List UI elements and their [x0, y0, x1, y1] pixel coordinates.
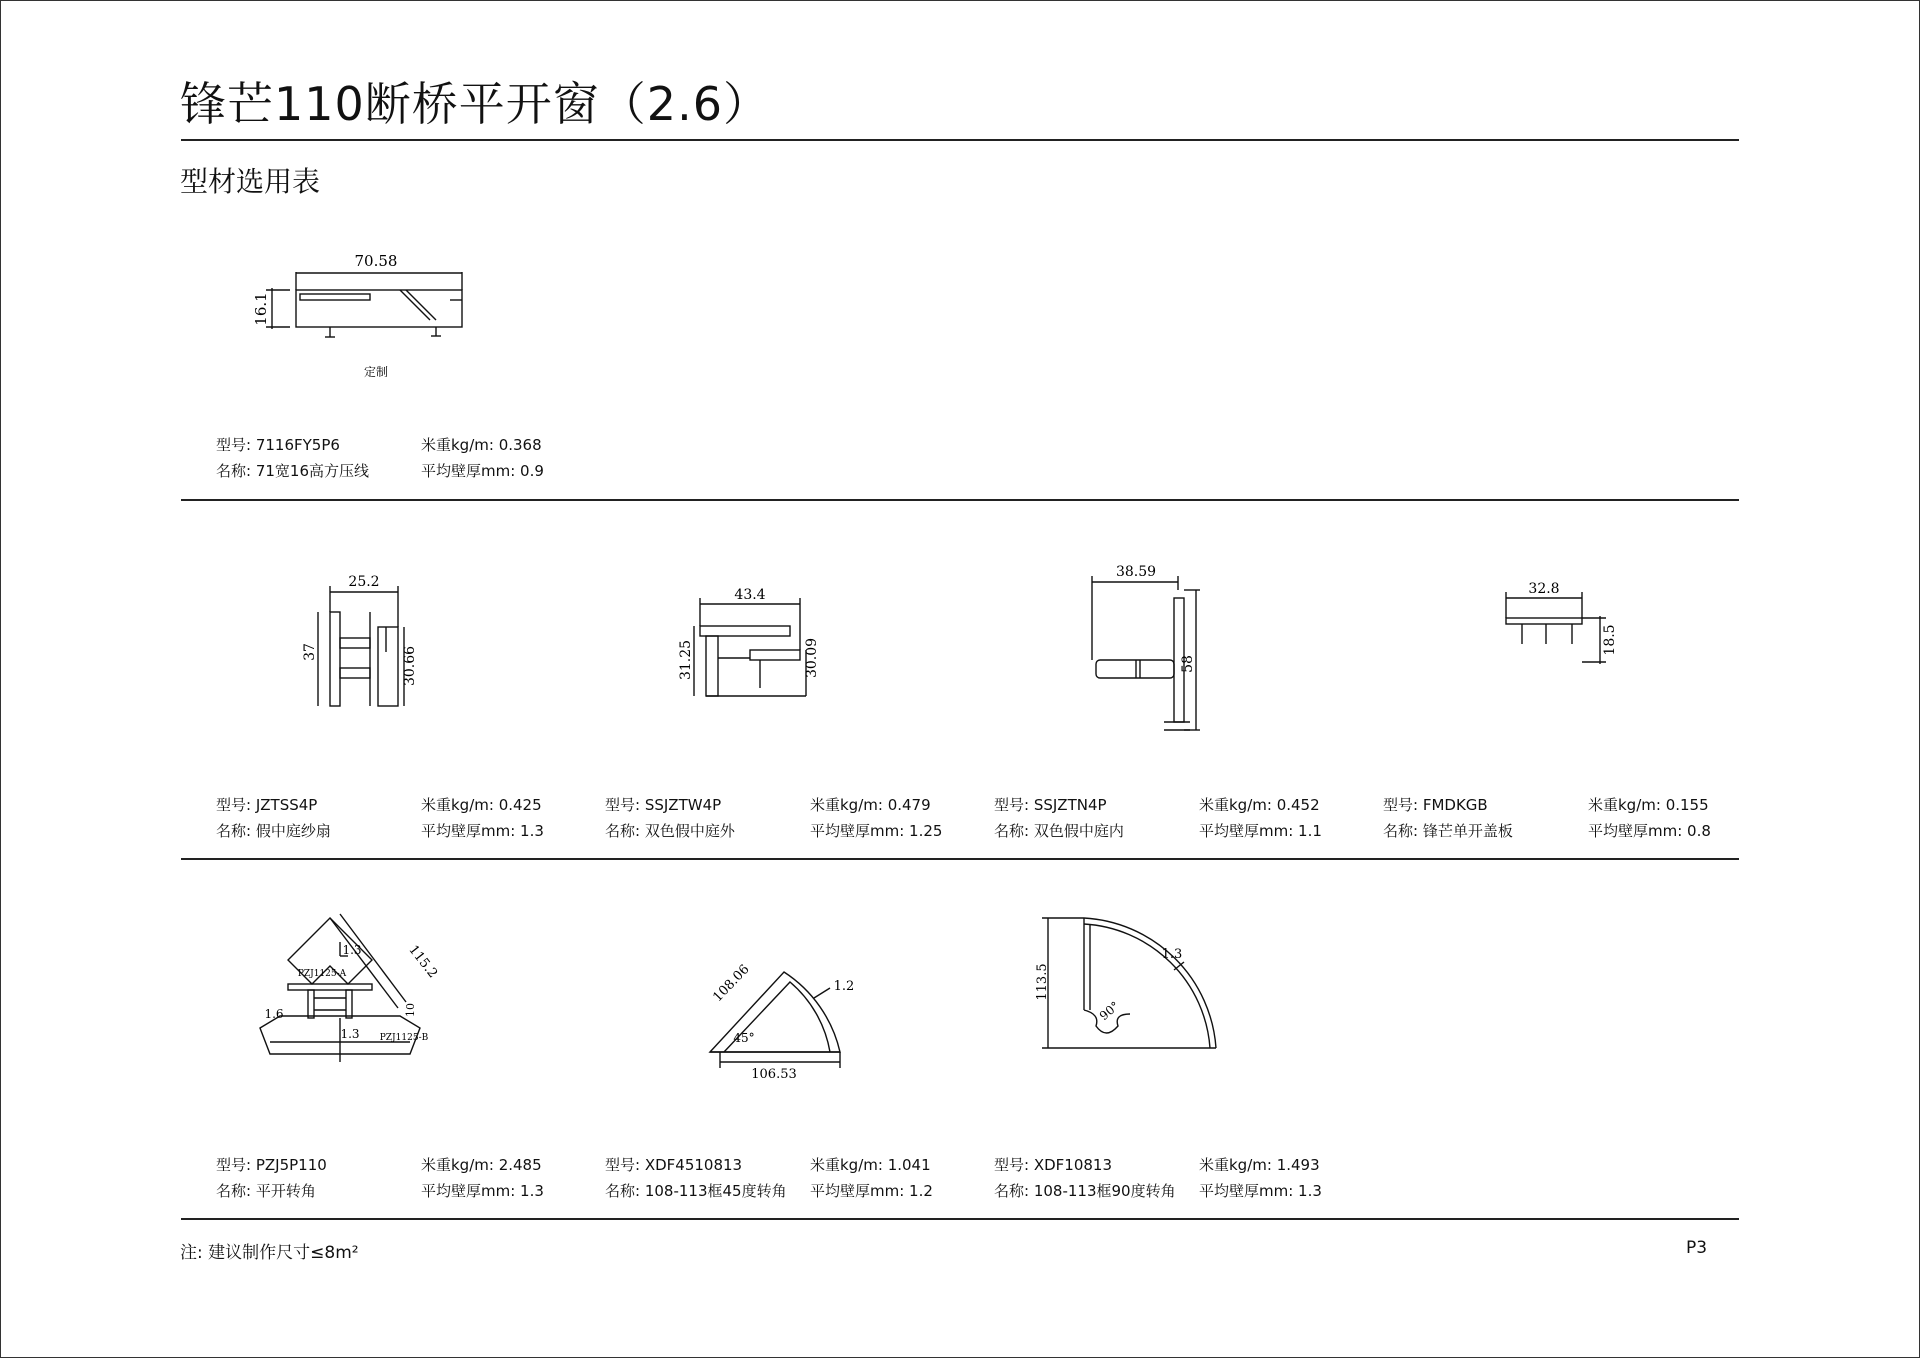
dim-width-label: 25.2 — [348, 574, 380, 590]
profile-weight: 0.155 — [1665, 796, 1709, 814]
profile-model: XDF4510813 — [644, 1156, 743, 1174]
profile-drawing-XDF10813 — [1034, 910, 1234, 1060]
profile-model: PZJ5P110 — [255, 1156, 327, 1174]
profile-weight: 0.479 — [887, 796, 931, 814]
dim-width-label: 38.59 — [1115, 564, 1157, 580]
profile-drawing-XDF4510813 — [690, 930, 860, 1080]
footer-note: 注: 建议制作尺寸≤8m² — [180, 1243, 359, 1263]
profile-drawing-SSJZTN4P — [1080, 560, 1220, 740]
profile-name: 108-113框90度转角 — [1033, 1182, 1176, 1200]
profile-weight: 2.485 — [498, 1156, 542, 1174]
profile-thickness: 0.8 — [1687, 822, 1711, 840]
profile-info-PZJ5P110: 型号: PZJ5P110 米重kg/m: 2.485 名称: 平开转角 平均壁厚mm: 1.3 — [216, 1156, 544, 1200]
drawing-caption: 定制 — [363, 365, 389, 379]
dim-inner-height-label: 30.66 — [402, 645, 418, 687]
dim-angle-label: 45° — [733, 1031, 755, 1045]
dim-width-label: 106.53 — [751, 1067, 797, 1082]
profile-info-FMDKGB: 型号: FMDKGB 米重kg/m: 0.155 名称: 锋芒单开盖板 平均壁厚mm: 0.8 — [1383, 796, 1711, 840]
row-divider-1 — [181, 499, 1739, 501]
section-title: 型材选用表 — [180, 165, 321, 198]
part-label-a: PZJ1125-A — [297, 969, 347, 979]
profile-info-SSJZTW4P: 型号: SSJZTW4P 米重kg/m: 0.479 名称: 双色假中庭外 平均壁厚mm: 1.25 — [605, 796, 943, 840]
dim-wall-label: 1.2 — [833, 979, 855, 994]
dim-height-label: 16.1 — [252, 292, 270, 326]
page-title: 锋芒110断桥平开窗（2.6） — [180, 77, 770, 131]
profile-model: XDF10813 — [1033, 1156, 1112, 1174]
dim-width-label: 43.4 — [734, 587, 766, 603]
profile-weight: 0.425 — [498, 796, 542, 814]
profile-weight: 1.041 — [887, 1156, 931, 1174]
profile-thickness: 1.3 — [520, 822, 544, 840]
profile-drawing-PZJ5P110 — [260, 912, 520, 1072]
profile-drawing-FMDKGB — [1500, 578, 1630, 668]
page-number: P3 — [1686, 1238, 1708, 1258]
profile-thickness: 1.2 — [909, 1182, 933, 1200]
dim-length-label: 115.2 — [405, 942, 441, 982]
profile-drawing-7116FY5P6 — [250, 250, 480, 380]
row-divider-3 — [181, 1218, 1739, 1220]
profile-thickness: 1.25 — [909, 822, 943, 840]
profile-name: 平开转角 — [255, 1182, 316, 1200]
profile-model: SSJZTN4P — [1033, 796, 1107, 814]
dim-wall-label: 1.3 — [340, 1027, 360, 1041]
profile-drawing-JZTSS4P — [300, 572, 430, 712]
profile-thickness: 1.1 — [1298, 822, 1322, 840]
dim-gap-label: 10 — [404, 1003, 417, 1017]
part-label-b: PZJ1125-B — [379, 1033, 429, 1043]
profile-drawing-SSJZTW4P — [676, 588, 826, 708]
row-divider-2 — [181, 858, 1739, 860]
dim-height-label: 58 — [1180, 655, 1196, 673]
dim-height-label: 31.25 — [678, 639, 694, 681]
profile-weight: 0.368 — [498, 436, 542, 454]
profile-name: 假中庭纱扇 — [255, 822, 331, 840]
profile-info-SSJZTN4P: 型号: SSJZTN4P 米重kg/m: 0.452 名称: 双色假中庭内 平均壁厚mm: 1.1 — [994, 796, 1322, 840]
profile-thickness: 0.9 — [520, 462, 544, 480]
profile-model: JZTSS4P — [255, 796, 318, 814]
dim-length-label: 108.06 — [710, 961, 753, 1006]
dim-angle-label: 90° — [1096, 998, 1123, 1024]
dim-wall-label: 1.6 — [264, 1007, 284, 1021]
dim-height-label: 18.5 — [1602, 624, 1618, 656]
dim-width-label: 32.8 — [1528, 581, 1560, 597]
profile-info-JZTSS4P: 型号: JZTSS4P 米重kg/m: 0.425 名称: 假中庭纱扇 平均壁厚mm: 1.3 — [216, 796, 544, 840]
profile-name: 双色假中庭外 — [644, 822, 735, 840]
profile-weight: 1.493 — [1276, 1156, 1320, 1174]
dim-width-label: 70.58 — [354, 252, 398, 270]
dim-height-label: 37 — [302, 643, 318, 661]
profile-model: 7116FY5P6 — [255, 436, 340, 454]
profile-model: FMDKGB — [1422, 796, 1488, 814]
dim-wall-label: 1.3 — [1161, 947, 1183, 962]
profile-name: 锋芒单开盖板 — [1422, 822, 1513, 840]
profile-thickness: 1.3 — [1298, 1182, 1322, 1200]
profile-info-7116FY5P6: 型号: 7116FY5P6 米重kg/m: 0.368 名称: 71宽16高方压线 平均壁厚mm: 0.9 — [216, 436, 544, 480]
profile-model: SSJZTW4P — [644, 796, 722, 814]
profile-thickness: 1.3 — [520, 1182, 544, 1200]
dim-inner-height-label: 30.09 — [804, 637, 820, 679]
profile-weight: 0.452 — [1276, 796, 1320, 814]
dim-wall-label: 1.3 — [342, 943, 362, 957]
title-divider — [181, 139, 1739, 141]
profile-info-XDF10813: 型号: XDF10813 米重kg/m: 1.493 名称: 108-113框90度转角 平均壁厚mm: 1.3 — [994, 1156, 1322, 1200]
dim-height-label: 113.5 — [1035, 963, 1050, 1001]
profile-name: 108-113框45度转角 — [644, 1182, 787, 1200]
profile-name: 71宽16高方压线 — [255, 462, 370, 480]
profile-name: 双色假中庭内 — [1033, 822, 1124, 840]
profile-info-XDF4510813: 型号: XDF4510813 米重kg/m: 1.041 名称: 108-113框45度转角 平均壁厚mm: 1.2 — [605, 1156, 933, 1200]
